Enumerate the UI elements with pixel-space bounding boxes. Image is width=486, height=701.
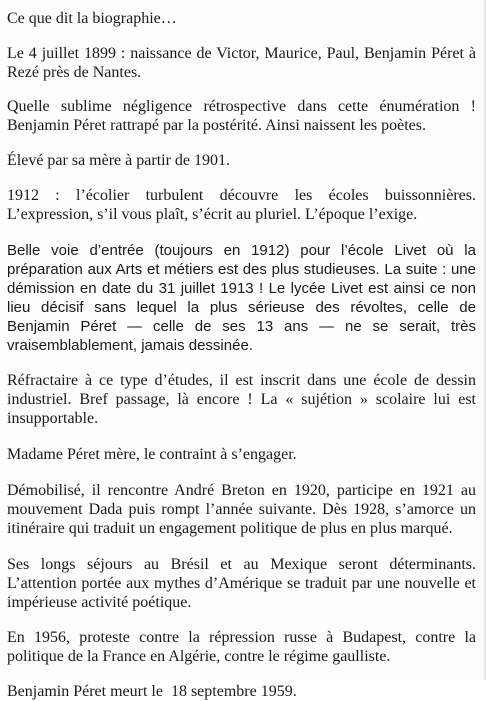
paragraph-dessin-industriel: Réfractaire à ce type d’études, il est inscrit dans une école de dessin industriel. Bref passage, là encore ! La « sujétion » scolaire lui est insupportable. — [7, 372, 476, 427]
paragraph-breton-dada: Démobilisé, il rencontre André Breton en 1920, participe en 1921 au mouvement Dada puis rompt l’année suivante. Dès 1928, s’amorce un itinéraire qui traduit un engagement politique de plus en plus marqué. — [7, 482, 476, 537]
paragraph-death: Benjamin Péret meurt le 18 septembre 1959. — [7, 683, 297, 700]
paragraph-raised-by-mother: Élevé par sa mère à partir de 1901. — [7, 152, 231, 169]
document-heading: Ce que dit la biographie… — [7, 10, 177, 27]
paragraph-ecole-livet: Belle voie d’entrée (toujours en 1912) pour l’école Livet où la préparation aux Arts et métiers est des plus studieuses. La suite : une démission en date du 31 juillet 1913 ! Le lycée Livet est ainsi ce non lieu décisif sans lequel la plus sérieuse des révoltes, celle de Benjamin Péret — celle de ses 13 ans — ne se serait, très vraisemblablement, jamais dessinée. — [7, 242, 476, 354]
paragraph-negligence: Quelle sublime négligence rétrospective dans cette énumération ! Benjamin Péret rattrapé par la postérité. Ainsi naissent les poètes. — [7, 98, 476, 134]
paragraph-1956: En 1956, proteste contre la répression russe à Budapest, contre la politique de la France en Algérie, contre le régime gaulliste. — [7, 629, 476, 665]
paragraph-bresil-mexique: Ses longs séjours au Brésil et au Mexique seront déterminants. L’attention portée aux mythes d’Amérique se traduit par une nouvelle et impérieuse activité poétique. — [7, 556, 476, 611]
paragraph-engagement: Madame Péret mère, le contraint à s’engager. — [7, 446, 297, 463]
paragraph-birth: Le 4 juillet 1899 : naissance de Victor, Maurice, Paul, Benjamin Péret à Rezé près de Nantes. — [7, 45, 476, 81]
paragraph-1912: 1912 : l’écolier turbulent découvre les écoles buissonnières. L’expression, s’il vous plaît, s’écrit au pluriel. L’époque l’exige. — [7, 187, 476, 223]
